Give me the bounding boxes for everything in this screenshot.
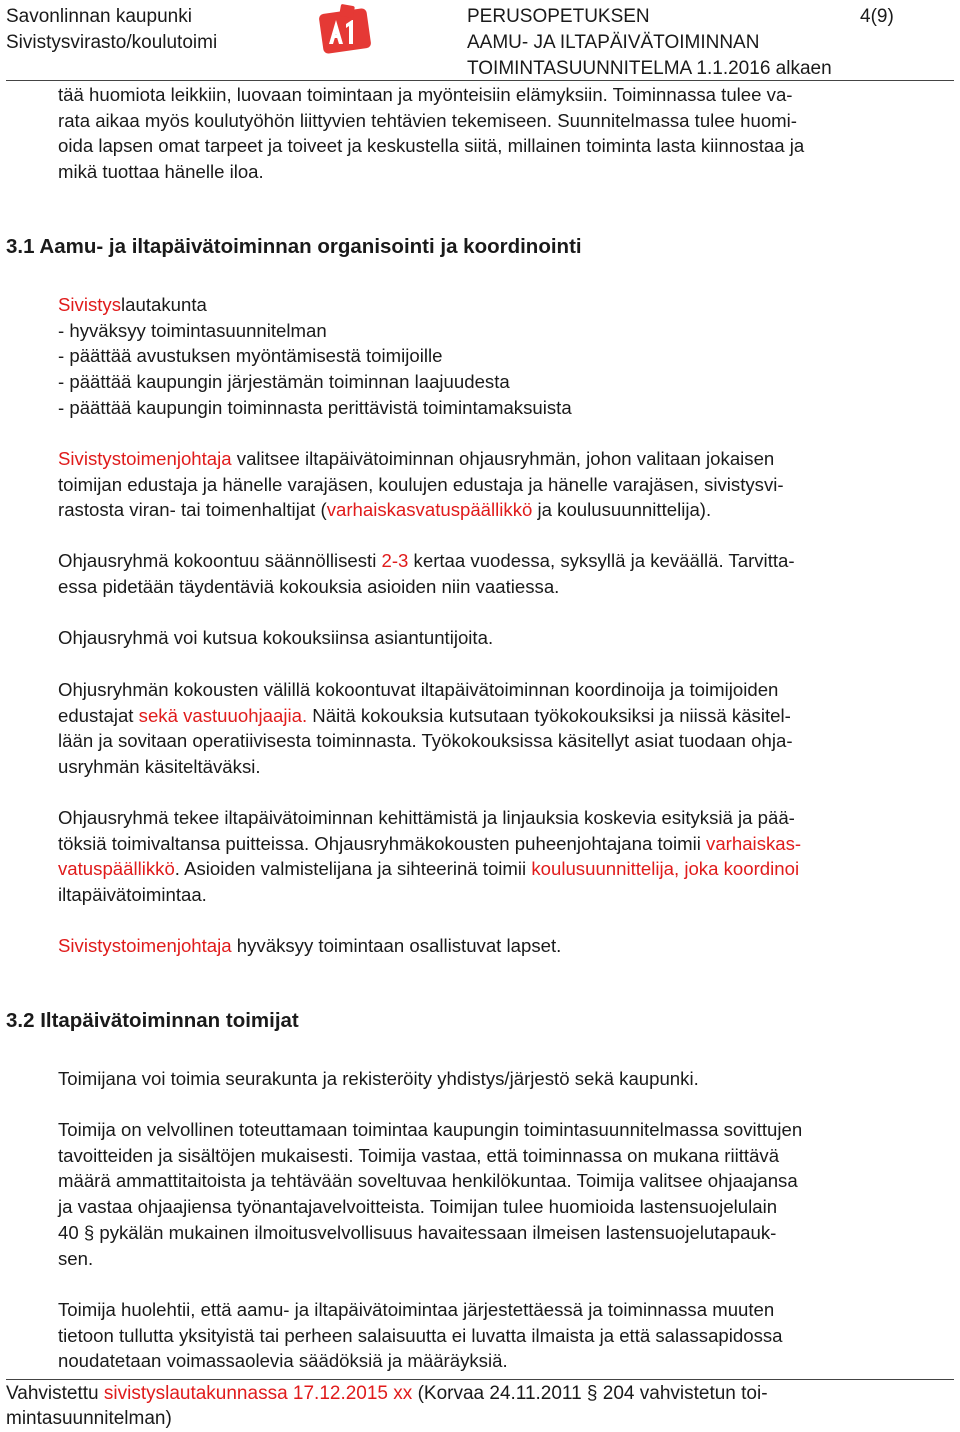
- page-footer: [6, 1381, 946, 1431]
- section-heading-3-1: 3.1 Aamu- ja iltapäivätoiminnan organisointi ja koordinointi: [6, 235, 582, 258]
- text: . Asioiden valmistelijana ja sihteerinä toimii: [174, 858, 532, 880]
- footer-divider: [6, 1379, 954, 1380]
- school-logo-icon: [318, 4, 372, 54]
- text: rastosta viran- tai toimenhaltijat (: [58, 499, 327, 521]
- duty-item: - päättää avustuksen myöntämisestä toimijoille: [58, 345, 443, 367]
- role-red: koulusuunnittelija, joka koordinoi: [531, 858, 800, 880]
- text: Ohjusryhmän kokousten välillä kokoontuvat iltapäivätoiminnan koordinoija ja toimijoiden: [58, 679, 779, 700]
- text: tietoon tullutta yksityistä tai perheen salaisuutta ei luvatta ilmaista ja että salassapidossa: [58, 1324, 783, 1346]
- text: Toimijana voi toimia seurakunta ja rekisteröity yhdistys/järjestö sekä kaupunki.: [58, 1068, 699, 1089]
- text: ja vastaa ohjaajiensa työnantajavelvoitteista. Toimijan tulee huomioida lastensuojelulain: [58, 1196, 778, 1218]
- header-doc-line2: AAMU- JA ILTAPÄIVÄTOIMINNAN: [467, 32, 760, 53]
- text: iltapäivätoimintaa.: [58, 884, 207, 906]
- text: Toimija huolehtii, että aamu- ja iltapäivätoimintaa järjestettäessä ja toiminnassa muuten: [58, 1299, 775, 1320]
- footer-red: sivistyslautakunnassa 17.12.2015: [103, 1383, 389, 1404]
- header-org-line2: Sivistysvirasto/koulutoimi: [6, 32, 218, 53]
- footer-text: Vahvistettu: [6, 1383, 104, 1404]
- intro-line: tää huomiota leikkiin, luovaan toimintaan ja myönteisiin elämyksiin. Toiminnassa tulee va-: [58, 84, 793, 105]
- intro-paragraph: [58, 82, 954, 185]
- board-title-red: Sivistys: [58, 294, 122, 315]
- text: Toimija on velvollinen toteuttamaan toimintaa kaupungin toimintasuunnitelmassa sovittujen: [58, 1119, 803, 1140]
- footer-text: (Korvaa 24.11.2011 § 204 vahvistetun toi-: [412, 1383, 768, 1404]
- text: toimijan edustaja ja hänelle varajäsen, koulujen edustaja ja hänelle varajäsen, sivistysvi-: [58, 473, 784, 495]
- text: essa pidetään täydentäviä kokouksia asioiden niin vaatiessa.: [58, 575, 560, 597]
- text: usryhmän käsiteltäväksi.: [58, 756, 261, 778]
- board-duties: [58, 292, 954, 421]
- header-doc-line1: PERUSOPETUKSEN: [467, 6, 650, 27]
- text: valitsee iltapäivätoiminnan ohjausryhmän, johon valitaan jokaisen: [231, 448, 775, 469]
- paragraph-actor-obligations: [58, 1117, 954, 1271]
- text: 40 § pykälän mukainen ilmoitusvelvollisuus havaitessaan ilmeisen lastensuojelutapauk-: [58, 1221, 777, 1243]
- intro-line: mikä tuottaa hänelle iloa.: [58, 161, 264, 183]
- paragraph-approval: [58, 933, 954, 959]
- paragraph-experts: [58, 625, 954, 651]
- text-red: sekä vastuuohjaajia.: [138, 704, 308, 726]
- paragraph-actors: [58, 1066, 954, 1092]
- text: edustajat: [58, 704, 139, 726]
- intro-line: rata aikaa myös koulutyöhön liittyvien tehtävien tekemiseen. Suunnitelmassa tulee huomi-: [58, 109, 797, 131]
- role-red: varhaiskas-: [706, 832, 802, 854]
- page-header: [0, 0, 960, 82]
- duty-item: - hyväksyy toimintasuunnitelman: [58, 319, 327, 341]
- text: kertaa vuodessa, syksyllä ja keväällä. Tarvitta-: [408, 550, 795, 571]
- duty-item: - päättää kaupungin toiminnasta perittävistä toimintamaksuista: [58, 396, 572, 418]
- text: lään ja sovitaan operatiivisesta toiminnasta. Työkokouksissa käsitellyt asiat tuodaan ohja-: [58, 730, 793, 752]
- text: Näitä kokouksia kutsutaan työkokouksiksi ja niissä käsitel-: [307, 704, 791, 726]
- text: tavoitteiden ja sisältöjen mukaisesti. Toimija vastaa, että toiminnassa on mukana riittävä: [58, 1144, 780, 1166]
- text: Ohjausryhmä tekee iltapäivätoiminnan kehittämistä ja linjauksia koskevia esityksiä ja pää-: [58, 807, 795, 828]
- count-red: 2-3: [381, 550, 409, 571]
- role-red: Sivistystoimenjohtaja: [58, 448, 232, 469]
- role-red: vatuspäällikkö: [58, 858, 175, 880]
- paragraph-confidentiality: [58, 1297, 954, 1374]
- footer-red: xx: [393, 1383, 413, 1404]
- text: sen.: [58, 1247, 94, 1269]
- header-organization: [6, 4, 217, 56]
- page-number: 4(9): [860, 6, 894, 27]
- text: Ohjausryhmä voi kutsua kokouksiinsa asiantuntijoita.: [58, 627, 494, 648]
- header-document-title: [467, 4, 907, 82]
- paragraph-steering-group: [58, 446, 954, 523]
- header-doc-line3: TOIMINTASUUNNITELMA 1.1.2016 alkaen: [467, 58, 832, 79]
- duty-item: - päättää kaupungin järjestämän toiminnan laajuudesta: [58, 371, 510, 393]
- paragraph-meetings: [58, 548, 954, 599]
- text: määrä ammattitaitoista ja tehtävään soveltuvaa henkilökuntaa. Toimija valitsee ohjaajansa: [58, 1170, 798, 1192]
- section-heading-3-2: 3.2 Iltapäivätoiminnan toimijat: [6, 1009, 299, 1032]
- text: hyväksyy toimintaan osallistuvat lapset.: [231, 935, 562, 956]
- text: Ohjausryhmä kokoontuu säännöllisesti: [58, 550, 382, 571]
- paragraph-work-meetings: [58, 677, 954, 780]
- header-divider: [6, 80, 954, 81]
- paragraph-proposals: [58, 805, 954, 908]
- footer-text: mintasuunnitelman): [6, 1408, 172, 1429]
- board-title-rest: lautakunta: [121, 294, 207, 315]
- text: töksiä toimivaltansa puitteissa. Ohjausryhmäkokousten puheenjohtajana toimii: [58, 832, 707, 854]
- board-title: [58, 292, 954, 318]
- text: ja koulusuunnittelija).: [532, 499, 712, 521]
- header-org-line1: Savonlinnan kaupunki: [6, 6, 192, 27]
- role-red: varhaiskasvatuspäällikkö: [326, 499, 533, 521]
- intro-line: oida lapsen omat tarpeet ja toiveet ja keskustella siitä, millainen toiminta lasta kiinnostaa ja: [58, 135, 805, 157]
- role-red: Sivistystoimenjohtaja: [58, 935, 232, 956]
- text: noudatetaan voimassaolevia säädöksiä ja määräyksiä.: [58, 1350, 508, 1372]
